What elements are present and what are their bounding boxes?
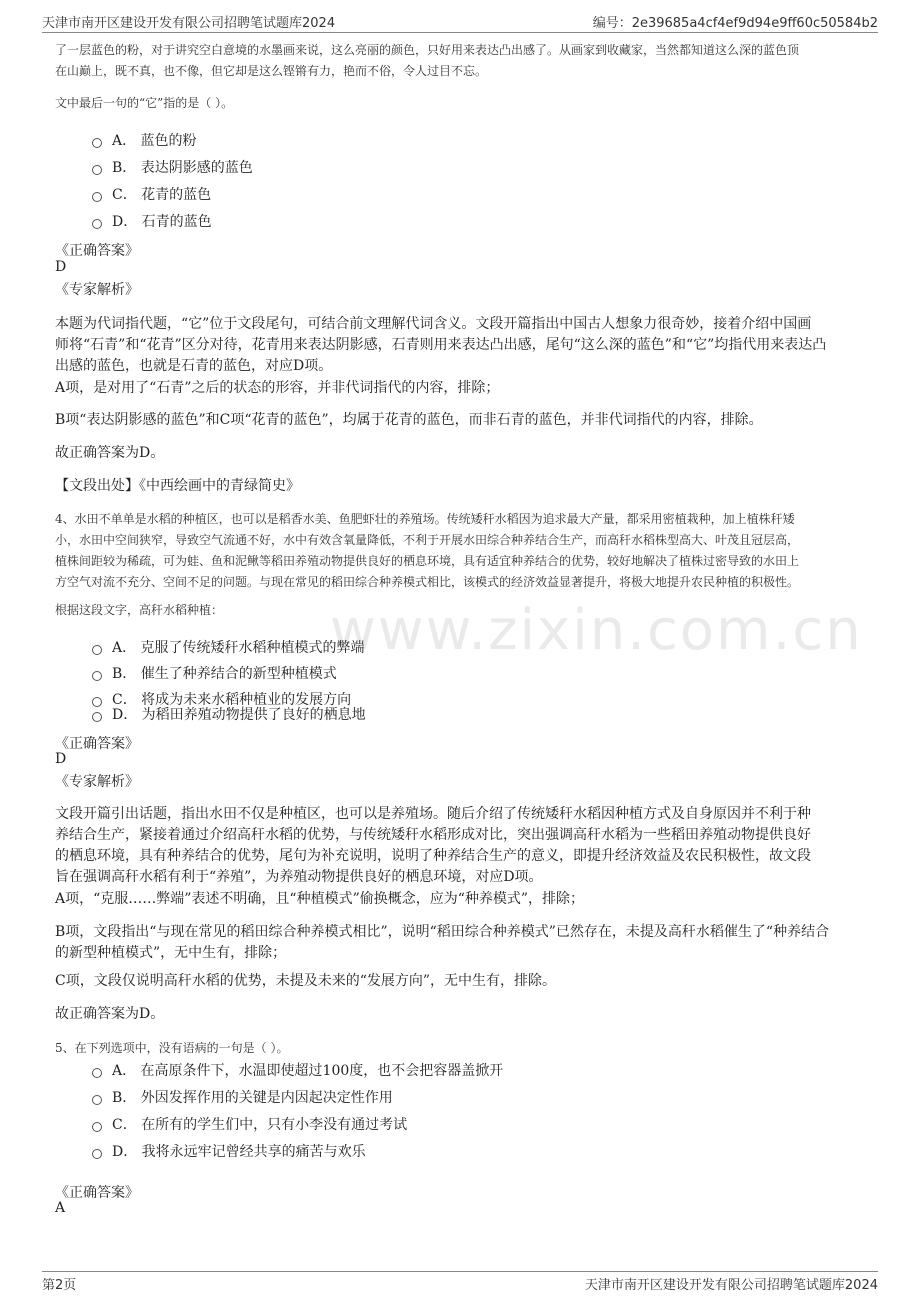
q4-stem: 根据这段文字，高秆水稻种植： bbox=[55, 603, 224, 617]
q4-option-d[interactable] bbox=[92, 704, 366, 724]
radio-icon[interactable] bbox=[92, 165, 102, 175]
q3-option-d[interactable] bbox=[92, 211, 212, 231]
page-footer bbox=[42, 1271, 878, 1293]
option-label: B． 表达阴影感的蓝色 bbox=[112, 160, 253, 176]
q5-answer: A bbox=[55, 1200, 66, 1216]
q4-explanation-c: C项，文段仅说明高秆水稻的优势，未提及未来的“发展方向”，无中生有，排除。 bbox=[55, 973, 557, 989]
q3-conclusion: 故正确答案为D。 bbox=[55, 445, 165, 461]
q3-explanation-bc: B项“表达阴影感的蓝色”和C项“花青的蓝色”，均属于花青的蓝色，而非石青的蓝色，并非代词指代的内容，排除。 bbox=[55, 412, 763, 428]
radio-icon[interactable] bbox=[92, 671, 102, 681]
q3-option-b[interactable] bbox=[92, 157, 253, 177]
passage-line: 小，水田中空间狭窄，导致空气流通不好，水中有效含氧量降低，不利于开展水田综合种养结合生产，而高秆水稻株型高大、叶茂且冠层高， bbox=[55, 533, 800, 547]
q4-explanation bbox=[55, 804, 875, 888]
q4-conclusion: 故正确答案为D。 bbox=[55, 1006, 165, 1022]
q3-analysis-label: 《专家解析》 bbox=[55, 282, 139, 298]
page-number: 第2页 bbox=[42, 1278, 77, 1293]
passage-line: 方空气对流不充分、空间不足的问题。与现在常见的稻田综合种养模式相比，该模式的经济效益显著提升，将极大地提升农民种植的积极性。 bbox=[55, 575, 800, 589]
radio-icon[interactable] bbox=[92, 1068, 102, 1078]
q4-explanation-b bbox=[55, 922, 875, 964]
passage-line: 在山巅上，既不真，也不像，但它却是这么铿锵有力，艳而不俗，令人过目不忘。 bbox=[55, 64, 488, 78]
header-title: 天津市南开区建设开发有限公司招聘笔试题库2024 bbox=[42, 16, 336, 31]
header-doc-id: 编号：2e39685a4cf4ef9d94e9ff60c50584b2 bbox=[592, 16, 878, 31]
q3-option-a[interactable] bbox=[92, 130, 197, 150]
text-line: 的新型种植模式”，无中生有，排除； bbox=[55, 945, 287, 961]
q3-answer: D bbox=[55, 259, 67, 275]
passage-line: 了一层蓝色的粉，对于讲究空白意境的水墨画来说，这么亮丽的颜色，只好用来表达凸出感了。从画家到收藏家，当然都知道这么深的蓝色顶 bbox=[55, 43, 800, 57]
option-label: C． 花青的蓝色 bbox=[112, 187, 212, 203]
paragraph bbox=[55, 314, 875, 377]
option-label: D． 为稻田养殖动物提供了良好的栖息地 bbox=[112, 707, 366, 723]
q4-explanation-a: A项，“克服……弊端”表述不明确，且“种植模式”偷换概念，应为“种养模式”，排除； bbox=[55, 891, 585, 907]
option-label: A． 在高原条件下，水温即使超过100度，也不会把容器盖掀开 bbox=[112, 1063, 504, 1079]
q3-explanation bbox=[55, 314, 875, 377]
text-line: 师将“石青”和“花青”区分对待，花青用来表达阴影感，石青则用来表达凸出感，尾句“这么深的蓝色”和“它”均指代用来表达凸 bbox=[55, 337, 827, 353]
option-label: C． 在所有的学生们中，只有小李没有通过考试 bbox=[112, 1117, 408, 1133]
q3-option-c[interactable] bbox=[92, 184, 211, 204]
text-line: 出感的蓝色，也就是石青的蓝色，对应D项。 bbox=[55, 358, 333, 374]
radio-icon[interactable] bbox=[92, 645, 102, 655]
text-line: 文段开篇引出话题，指出水田不仅是种植区，也可以是养殖场。随后介绍了传统矮秆水稻因种植方式及自身原因并不利于种 bbox=[55, 806, 811, 822]
text-line: 养结合生产，紧接着通过介绍高秆水稻的优势，与传统矮秆水稻形成对比，突出强调高秆水稻为一些稻田养殖动物提供良好 bbox=[55, 827, 811, 843]
q5-answer-label: 《正确答案》 bbox=[55, 1185, 139, 1201]
page-header bbox=[42, 12, 878, 33]
text-line: 的栖息环境，具有种养结合的优势，尾句为补充说明，说明了种养结合生产的意义，即提升经济效益及农民积极性，故文段 bbox=[55, 848, 811, 864]
q4-option-a[interactable] bbox=[92, 637, 365, 657]
radio-icon[interactable] bbox=[92, 219, 102, 229]
radio-icon[interactable] bbox=[92, 1095, 102, 1105]
q3-answer-label: 《正确答案》 bbox=[55, 243, 139, 259]
radio-icon[interactable] bbox=[92, 712, 102, 722]
q5-option-d[interactable] bbox=[92, 1141, 366, 1161]
text-line: B项，文段指出“与现在常见的稻田综合种养模式相比”，说明“稻田综合种养模式”已然存在，未提及高秆水稻催生了“种养结合 bbox=[55, 924, 830, 940]
radio-icon[interactable] bbox=[92, 138, 102, 148]
radio-icon[interactable] bbox=[92, 1149, 102, 1159]
option-label: B． 外因发挥作用的关键是内因起决定性作用 bbox=[112, 1090, 393, 1106]
option-label: D． 我将永远牢记曾经共享的痛苦与欢乐 bbox=[112, 1144, 366, 1160]
q3-explanation-a: A项，是对用了“石青”之后的状态的形容，并非代词指代的内容，排除； bbox=[55, 380, 500, 396]
option-label: C． 将成为未来水稻种植业的发展方向 bbox=[112, 692, 352, 708]
q3-source: 【文段出处】《中西绘画中的青绿简史》 bbox=[55, 478, 300, 494]
radio-icon[interactable] bbox=[92, 1122, 102, 1132]
footer-title: 天津市南开区建设开发有限公司招聘笔试题库2024 bbox=[584, 1278, 878, 1293]
watermark: www.zixin.com.cn bbox=[330, 598, 863, 663]
q5-stem: 5、在下列选项中，没有语病的一句是（ ）。 bbox=[55, 1041, 289, 1055]
option-label: B． 催生了种养结合的新型种植模式 bbox=[112, 666, 337, 682]
q4-option-b[interactable] bbox=[92, 663, 337, 683]
q4-passage bbox=[55, 509, 875, 593]
option-label: D． 石青的蓝色 bbox=[112, 214, 212, 230]
q5-option-a[interactable] bbox=[92, 1060, 503, 1080]
text-line: 旨在强调高秆水稻有利于“养殖”，为养殖动物提供良好的栖息环境，对应D项。 bbox=[55, 869, 543, 885]
passage-line: 4、水田不单单是水稻的种植区，也可以是稻香水美、鱼肥虾壮的养殖场。传统矮秆水稻因为追求最大产量，都采用密植栽种，加上植株秆矮 bbox=[55, 512, 795, 526]
text-line: 本题为代词指代题，“它”位于文段尾句，可结合前文理解代词含义。文段开篇指出中国古人想象力很奇妙，接着介绍中国画 bbox=[55, 316, 812, 332]
q4-analysis-label: 《专家解析》 bbox=[55, 774, 139, 790]
q3-stem: 文中最后一句的“它”指的是（ ）。 bbox=[55, 96, 234, 110]
option-label: A． 蓝色的粉 bbox=[112, 133, 197, 149]
q4-answer: D bbox=[55, 751, 67, 767]
q3-passage bbox=[55, 40, 875, 82]
radio-icon[interactable] bbox=[92, 192, 102, 202]
passage-line: 植株间距较为稀疏，可为蛙、鱼和泥鳅等稻田养殖动物提供良好的栖息环境，具有适宜种养结合的优势，较好地解决了植株过密导致的水田上 bbox=[55, 554, 800, 568]
q5-option-b[interactable] bbox=[92, 1087, 393, 1107]
q4-answer-label: 《正确答案》 bbox=[55, 736, 139, 752]
option-label: A． 克服了传统矮秆水稻种植模式的弊端 bbox=[112, 640, 365, 656]
q5-option-c[interactable] bbox=[92, 1114, 407, 1134]
